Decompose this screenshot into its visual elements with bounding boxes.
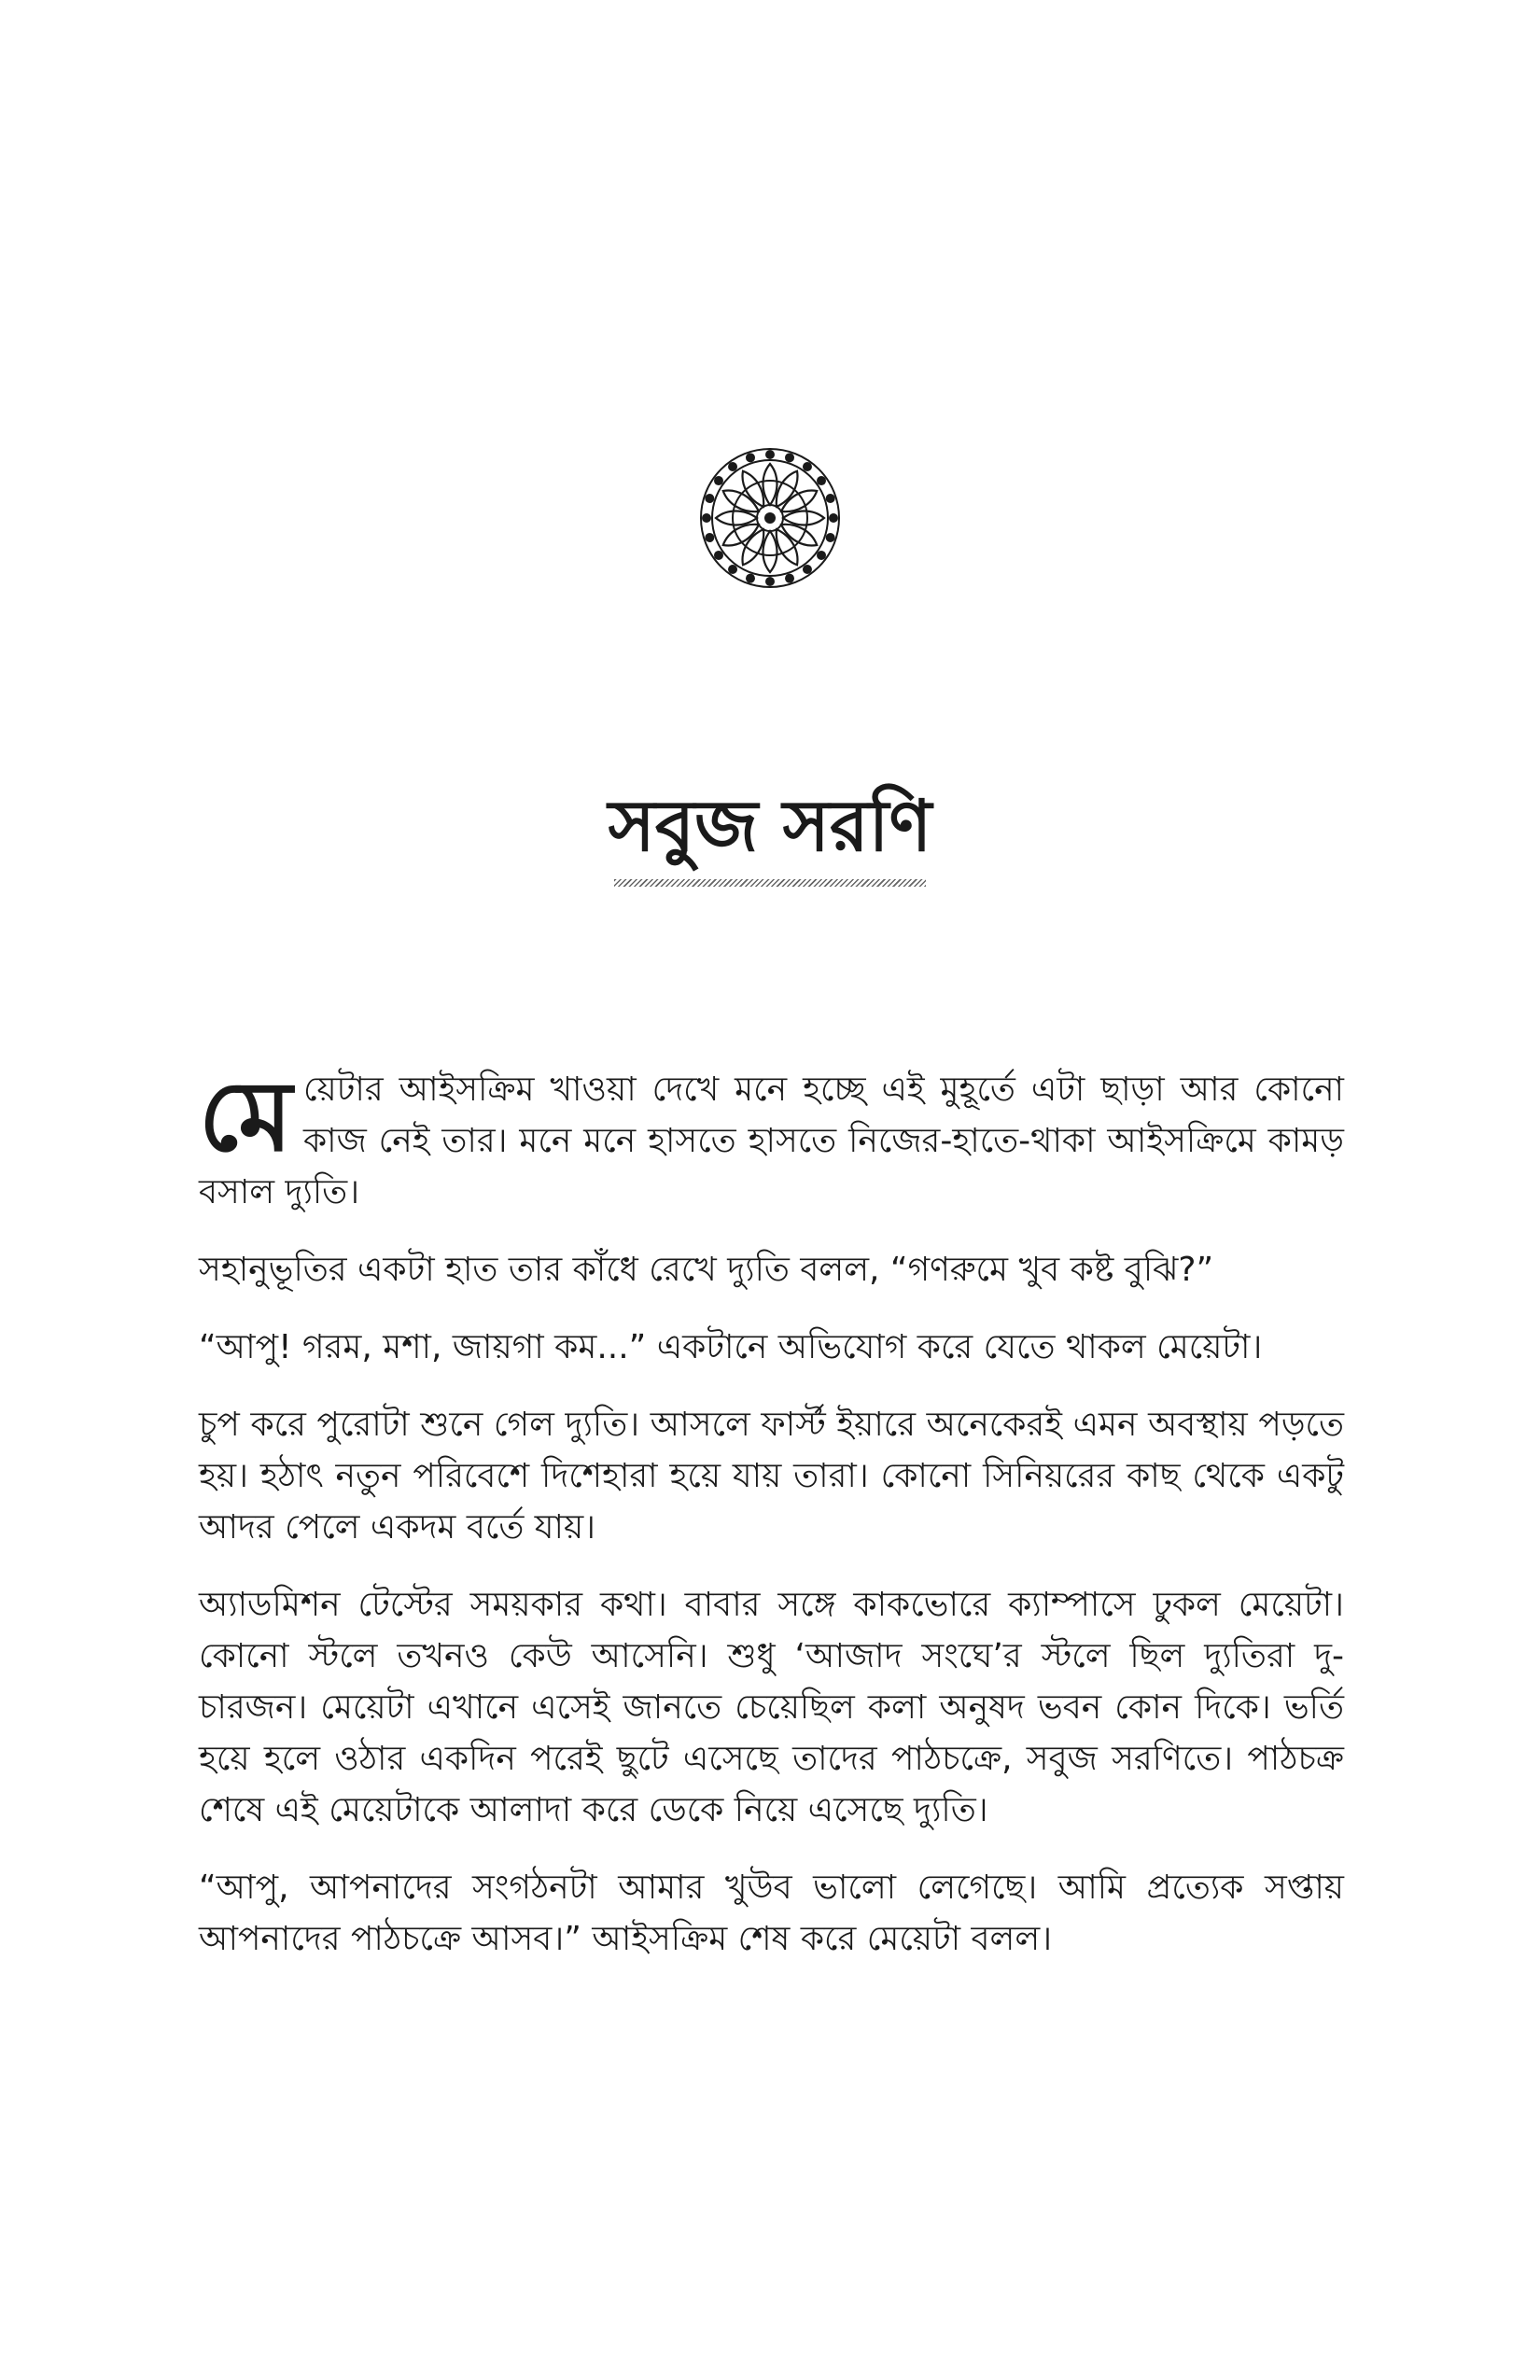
paragraph-3: “আপু! গরম, মশা, জায়গা কম...” একটানে অভিযোগ করে যেতে থাকল মেয়েটা। [199,1328,1263,1366]
ornament-scallop [785,574,794,583]
ornament-scallop [702,513,711,523]
ornament-scallop [728,462,737,471]
ornament-scallop [705,494,714,503]
ornament-scallop [817,551,826,560]
paragraph-6: “আপু, আপনাদের সংগঠনটা আমার খুউব ভালো লেগেছে। আমি প্রত্যেক সপ্তায় আপনাদের পাঠচক্রে আসব।” আইসক্রিম শেষ করে মেয়েটা বলল। [199,1869,1344,1958]
ornament-scallop [785,453,794,462]
ornament-scallop [803,565,812,574]
paragraph-5: অ্যাডমিশন টেস্টের সময়কার কথা। বাবার সঙ্গে কাকভোরে ক্যাম্পাসে ঢুকল মেয়েটা। কোনো স্টলে তখনও কেউ আসেনি। শুধু ‘আজাদ সংঘে’র স্টলে ছিল দ্যুতিরা দু-চারজন। মেয়েটা এখানে এসেই জানতে চেয়েছিল কলা অনুষদ ভবন কোন দিকে। ভর্তি হয়ে হলে ওঠার একদিন পরেই ছুটে এসেছে তাদের পাঠচক্রে, সবুজ সরণিতে। পাঠচক্র শেষে এই মেয়েটাকে আলাদা করে ডেকে নিয়ে এসেছে দ্যুতি। [199,1586,1344,1829]
ornament-scallop [826,494,835,503]
paragraph-1 [199,1058,1344,1218]
ornament-scallop [817,476,826,485]
ornament-petal [763,531,777,572]
chapter-title: সবুজ সরণি [608,784,932,867]
ornament-scallop [765,577,775,586]
mandala-ornament-icon [695,443,845,593]
chapter-body [199,1058,1344,1991]
paragraph-2: সহানুভূতির একটা হাত তার কাঁধে রেখে দ্যুতি বলল, “গণরুমে খুব কষ্ট বুঝি?” [199,1251,1214,1289]
ornament-scallop [714,476,723,485]
ornament-scallop [746,453,755,462]
drop-cap: মে [199,1058,292,1173]
ornament-scallop [765,450,775,459]
ornament-petal [763,464,777,505]
ornament-petal [716,511,757,525]
ornament-scallop [826,533,835,542]
ornament-scallop [829,513,838,523]
title-underline [614,879,926,887]
ornament-scallop [728,565,737,574]
paragraph-4: চুপ করে পুরোটা শুনে গেল দ্যুতি। আসলে ফার্স্ট ইয়ারে অনেকেরই এমন অবস্থায় পড়তে হয়। হঠাৎ নতুন পরিবেশে দিশেহারা হয়ে যায় তারা। কোনো সিনিয়রের কাছ থেকে একটু আদর পেলে একদম বর্তে যায়। [199,1406,1344,1547]
ornament-scallop [803,462,812,471]
ornament-scallop [714,551,723,560]
ornament-scallop [705,533,714,542]
ornament-scallop [746,574,755,583]
paragraph-1-text: য়েটার আইসক্রিম খাওয়া দেখে মনে হচ্ছে এই মুহূর্তে এটা ছাড়া আর কোনো কাজ নেই তার। মনে মনে হাসতে হাসতে নিজের-হাতে-থাকা আইসক্রিমে কামড় বসাল দ্যুতি। [199,1071,1344,1211]
ornament-petal [783,511,824,525]
